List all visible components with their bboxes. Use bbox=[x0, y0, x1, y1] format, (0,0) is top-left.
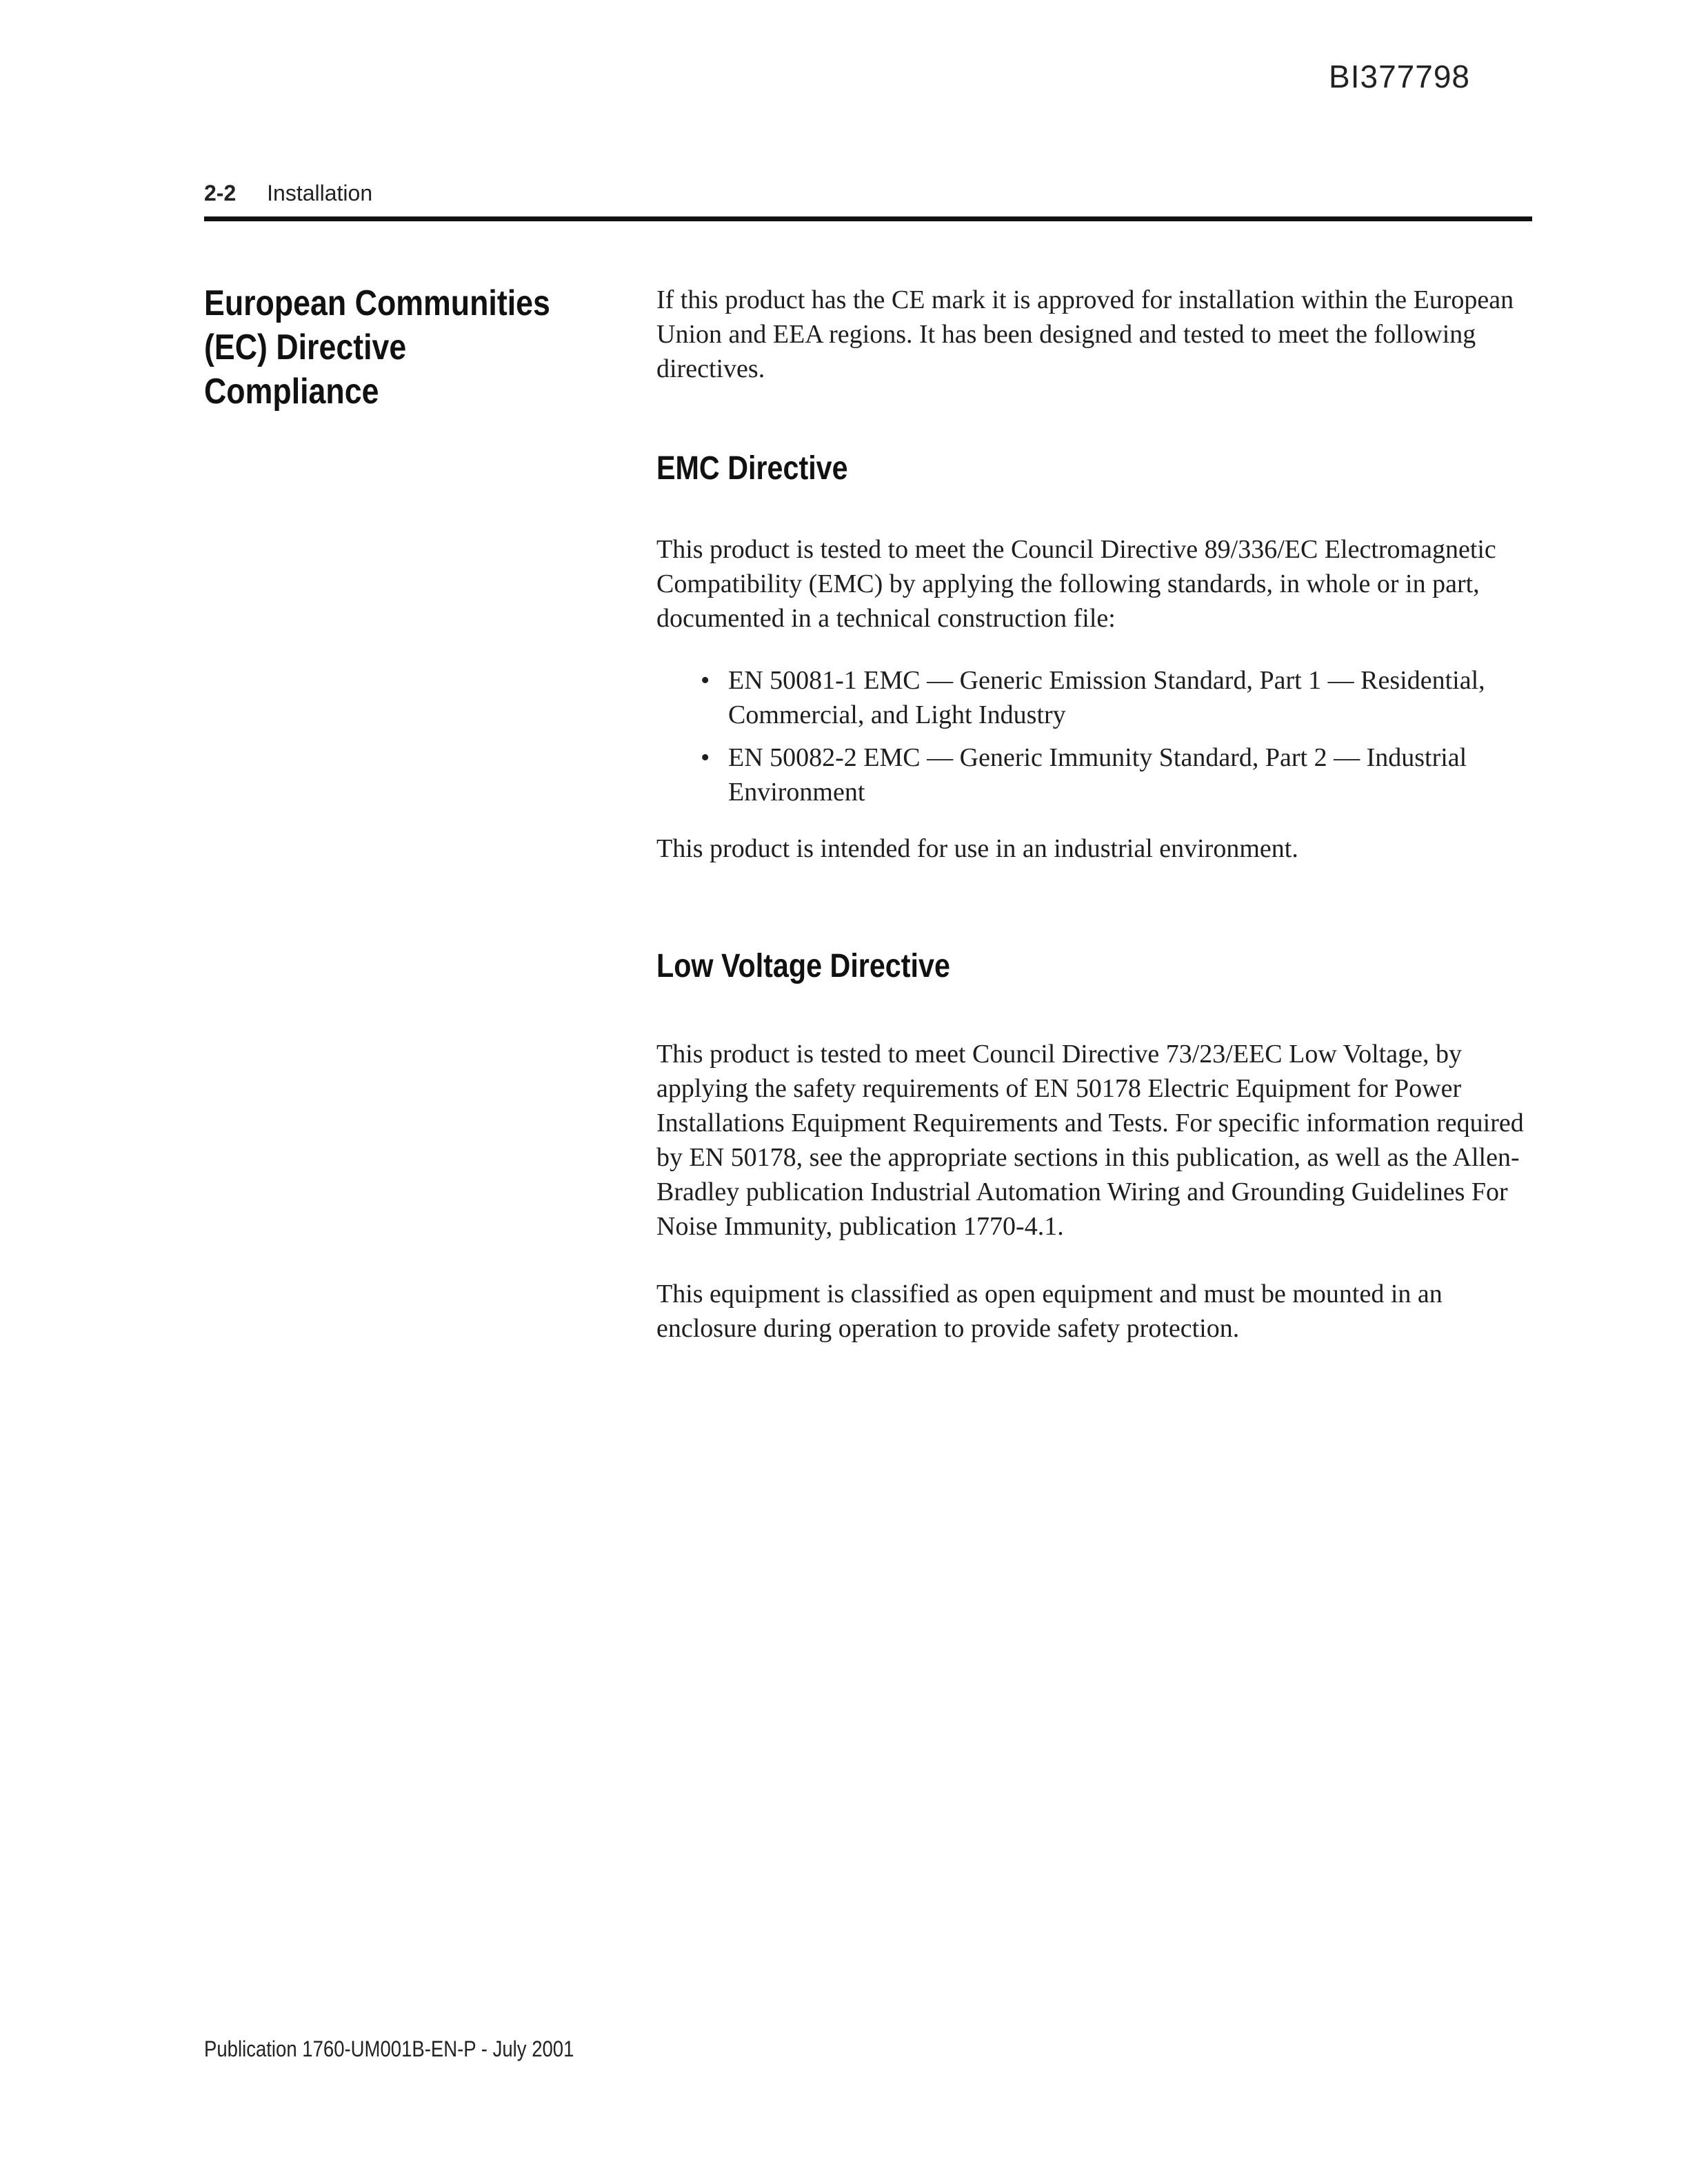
low-voltage-heading: Low Voltage Directive bbox=[656, 948, 950, 984]
main-column bbox=[656, 283, 1532, 1346]
emc-heading: EMC Directive bbox=[656, 450, 848, 487]
header-rule bbox=[204, 216, 1532, 221]
low-voltage-closing: This equipment is classified as open equipment and must be mounted in an enclosure during operation to provide safety protection. bbox=[656, 1280, 1443, 1343]
bullet-icon: • bbox=[701, 743, 710, 772]
document-id: BI377798 bbox=[1329, 59, 1470, 94]
section-title: European Communities (EC) Directive Compliance bbox=[204, 283, 550, 412]
chapter-name: Installation bbox=[267, 181, 373, 205]
list-item-text: EN 50081-1 EMC — Generic Emission Standard, Part 1 — Residential, Commercial, and Light Industry bbox=[728, 666, 1485, 729]
running-header bbox=[204, 181, 372, 206]
list-item bbox=[698, 663, 1532, 732]
page-number: 2-2 bbox=[204, 181, 237, 205]
emc-closing: This product is intended for use in an industrial environment. bbox=[656, 834, 1298, 863]
publication-footer: Publication 1760-UM001B-EN-P - July 2001 bbox=[204, 2036, 574, 2061]
intro-paragraph: If this product has the CE mark it is approved for installation within the European Union and EEA regions. It has been designed and tested to meet the following directives. bbox=[656, 285, 1514, 383]
low-voltage-paragraph: This product is tested to meet Council Directive 73/23/EEC Low Voltage, by applying the safety requirements of EN 50178 Electric Equipment for Power Installations Equipment Requirements and Tests. For specific information required by EN 50178, see the appropriate sections in this publication, as well as the Allen-Bradley publication Industrial Automation Wiring and Grounding Guidelines For Noise Immunity, publication 1770-4.1. bbox=[656, 1040, 1524, 1241]
emc-paragraph: This product is tested to meet the Council Directive 89/336/EC Electromagnetic Compatibility (EMC) by applying the following standards, in whole or in part, documented in a technical construction file: bbox=[656, 535, 1496, 633]
bullet-icon: • bbox=[701, 666, 710, 695]
list-item-text: EN 50082-2 EMC — Generic Immunity Standard, Part 2 — Industrial Environment bbox=[728, 743, 1467, 807]
emc-standards-list bbox=[656, 663, 1532, 809]
list-item bbox=[698, 740, 1532, 809]
